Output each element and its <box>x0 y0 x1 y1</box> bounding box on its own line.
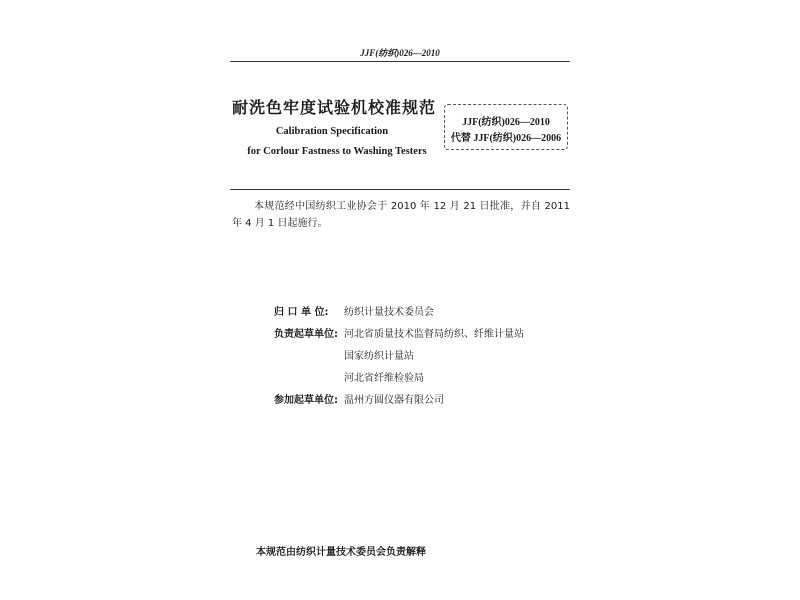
header-rule <box>230 61 570 62</box>
info-row <box>232 347 572 369</box>
running-header: JJF(纺织)026—2010 <box>360 48 440 58</box>
info-value: 纺织计量技术委员会 <box>344 307 434 318</box>
title-english-line1: Calibration Specification <box>275 126 389 137</box>
info-label: 归 口 单 位: <box>274 307 329 318</box>
info-value: 国家纺织计量站 <box>344 351 414 362</box>
title-english-line2: for Corlour Fastness to Washing Testers <box>247 146 427 157</box>
info-value: 河北省纤维检验局 <box>344 373 424 384</box>
organization-info <box>232 303 572 413</box>
info-row <box>232 303 572 325</box>
replaced-code: 代替 JJF(纺织)026—2006 <box>450 133 562 144</box>
info-label: 负责起草单位: <box>274 329 338 340</box>
specification-code: JJF(纺织)026—2010 <box>462 117 550 128</box>
specification-code-box <box>444 104 568 150</box>
info-label: 参加起草单位: <box>274 395 338 406</box>
info-row <box>232 369 572 391</box>
title-chinese: 耐洗色牢度试验机校准规范 <box>232 98 437 117</box>
info-value: 温州方圆仪器有限公司 <box>344 395 444 406</box>
info-row <box>232 391 572 413</box>
title-rule <box>230 189 570 190</box>
info-row <box>232 325 572 347</box>
approval-paragraph: 本规范经中国纺织工业协会于 2010 年 12 月 21 日批准，并自 2011 年 4 月 1 日起施行。 <box>232 201 570 229</box>
footer-note: 本规范由纺织计量技术委员会负责解释 <box>256 547 426 558</box>
info-value: 河北省质量技术监督局纺织、纤维计量站 <box>344 329 524 340</box>
